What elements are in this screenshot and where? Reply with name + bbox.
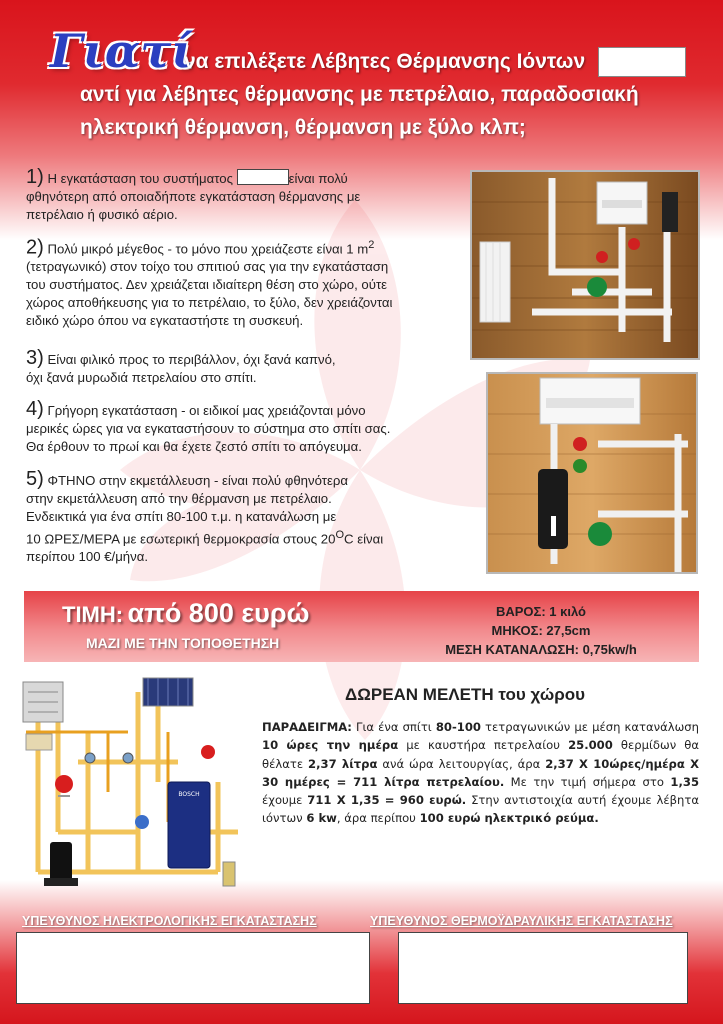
- installation-photo-2: [486, 372, 698, 574]
- example-paragraph: ΠΑΡΑΔΕΙΓΜΑ: Για ένα σπίτι 80-100 τετραγωνικών με μέση κατανάλωση 10 ώρες την ημέρα με καυστήρα πετρελαίου 25.000 θερμίδων θα θέλατε 2,37 λίτρα ανά ώρα λειτουργίας, άρα 2,37 Χ 10ώρες/ημέρα Χ 30 ημέρες = 711 λίτρα πετρελαίου. Με την τιμή σήμερα στο 1,35 έχουμε 711 Χ 1,35 = 960 ευρώ. Στην αντιστοιχία αυτή έχουμε λέβητα ιόντων 6 kw, άρα περίπου 100 ευρώ ηλεκτρικό ρεύμα.: [262, 720, 700, 826]
- plumbing-installer-label: ΥΠΕΥΘΥΝΟΣ ΘΕΡΜΟΫΔΡΑΥΛΙΚΗΣ ΕΓΚΑΤΑΣΤΑΣΗΣ: [370, 914, 673, 928]
- plumbing-installer-box: [398, 932, 688, 1004]
- point-number: 3): [26, 347, 44, 369]
- point-4: 4) Γρήγορη εγκατάσταση - οι ειδικοί μας χρειάζονται μόνο μερικές ώρες για να εγκαταστήσουν το σύστημα στο σπίτι σας. Θα έρθουν το πρωί και θα έχετε ζεστό σπίτι το απόγευμα.: [26, 398, 391, 454]
- installation-photo-1: [470, 170, 700, 360]
- spec-consumption: ΜΕΣΗ ΚΑΤΑΝΑΛΩΣΗ: 0,75kw/h: [445, 642, 637, 657]
- price-heading: [62, 598, 309, 629]
- electrical-installer-label: ΥΠΕΥΘΥΝΟΣ ΗΛΕΚΤΡΟΛΟΓΙΚΗΣ ΕΓΚΑΤΑΣΤΑΣΗΣ: [22, 914, 317, 928]
- point-number: 1): [26, 166, 44, 188]
- electrical-installer-box: [16, 932, 370, 1004]
- why-headline: Γιατί: [50, 24, 194, 78]
- point-number: 5): [26, 468, 44, 490]
- point-number: 2): [26, 236, 44, 259]
- point-5: 5) ΦΤΗΝΟ στην εκμετάλλευση - είναι πολύ φθηνότερα στην εκμετάλλευση από την θέρμανση με πετρέλαιο. Ενδεικτικά για ένα σπίτι 80-100 τ.μ. η κατανάλωση με 10 ΩΡΕΣ/ΜΕΡΑ με εσωτερική θερμοκρασία στους $20^OC$ είναι περίπου 100 €/μήνα.: [26, 468, 384, 565]
- spec-weight: ΒΑΡΟΣ: 1 κιλό: [495, 604, 587, 619]
- specs-block: [425, 602, 657, 659]
- price-label: ΤΙΜΗ:: [62, 602, 124, 627]
- point-2: 2) Πολύ μικρό μέγεθος - το μόνο που χρειάζεστε είναι 1 $m^2$ (τετραγωνικό) στον τοίχο του σπιτιού σας για την εγκατάσταση του συστήματος. Δεν χρειάζεται ιδιαίτερη θέση στο χώρο, ούτε χώρος αποθήκευσης για το πετρέλαιο, το ξύλο, δεν χρειάζονται ειδικό χώρο όπου να εγκαταστήστε τη συσκευή.: [26, 236, 393, 329]
- headline-line-3: ηλεκτρική θέρμανση, θέρμανση με ξύλο κλπ;: [80, 116, 526, 139]
- point-1: 1) Η εγκατάσταση του συστήματος είναι πολύ φθηνότερη από οποιαδήποτε εγκατάσταση θέρμανσης με πετρέλαιο ή φυσικό αέριο.: [26, 166, 361, 222]
- brand-name-blank-box: [237, 169, 289, 185]
- price-subtitle: ΜΑΖΙ ΜΕ ΤΗΝ ΤΟΠΟΘΕΤΗΣΗ: [86, 635, 280, 651]
- headline-line-2: αντί για λέβητες θέρμανσης με πετρέλαιο, παραδοσιακή: [80, 83, 639, 106]
- point-number: 4): [26, 398, 44, 420]
- brand-name-blank-box: [598, 47, 686, 77]
- heating-system-diagram: [18, 672, 250, 900]
- point-3: 3) Είναι φιλικό προς το περιβάλλον, όχι ξανά καπνό, όχι ξανά μυρωδιά πετρελαίου στο σπίτι.: [26, 347, 336, 385]
- free-study-title: ΔΩΡΕΑΝ ΜΕΛΕΤΗ του χώρου: [345, 685, 586, 704]
- price-value: από 800 ευρώ: [127, 598, 310, 628]
- headline-line-1: να επιλέξετε Λέβητες Θέρμανσης Ιόντων: [184, 50, 586, 73]
- boiler-label: BOSCH: [178, 791, 200, 798]
- spec-length: ΜΗΚΟΣ: 27,5cm: [491, 623, 591, 638]
